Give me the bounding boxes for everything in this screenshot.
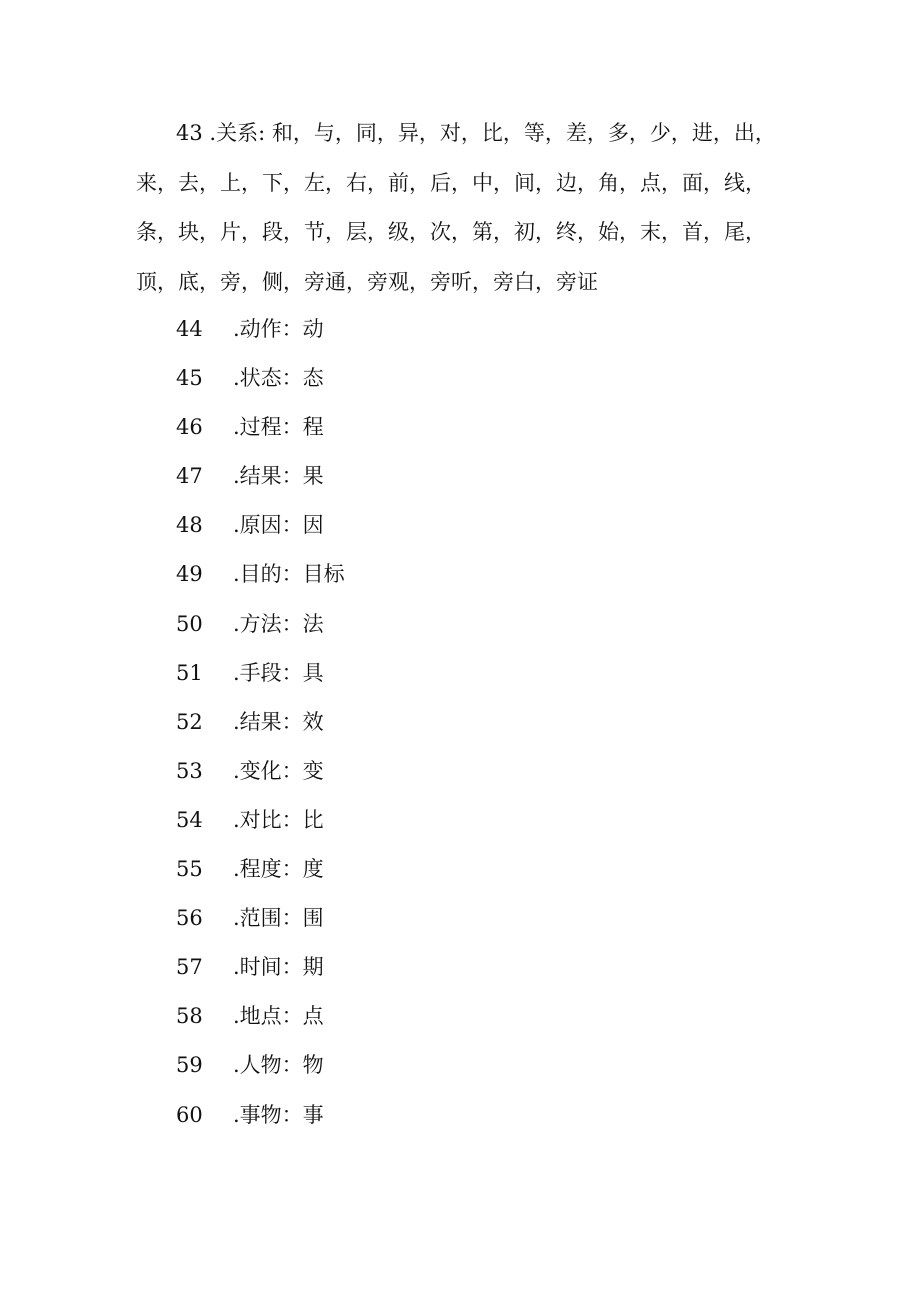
item-number: 59	[176, 1053, 203, 1078]
item-number: 54	[176, 807, 203, 832]
item-number: 47	[176, 464, 203, 489]
list-item	[176, 550, 776, 599]
item-text: .地点：点	[233, 1004, 324, 1029]
paragraph-item-43	[136, 109, 816, 307]
list-item	[176, 1041, 776, 1090]
item-number: 52	[176, 709, 203, 734]
item-number: 57	[176, 955, 203, 980]
paragraph-line: 来，去，上，下，左，右，前，后，中，间，边，角，点，面，线，	[136, 170, 766, 195]
item-number: 51	[176, 660, 203, 685]
item-number: 56	[176, 906, 203, 931]
numbered-list	[176, 305, 776, 1140]
list-item	[176, 452, 776, 501]
item-text: .手段：具	[233, 660, 324, 685]
item-number: 50	[176, 611, 203, 636]
item-text: .方法：法	[233, 611, 324, 636]
item-text: .目的：目标	[233, 562, 345, 587]
item-number: 58	[176, 1004, 203, 1029]
item-number: 45	[176, 366, 203, 391]
item-text: .范围：围	[233, 906, 324, 931]
list-item	[176, 354, 776, 403]
item-text: .结果：果	[233, 464, 324, 489]
list-item	[176, 992, 776, 1041]
paragraph-line: 43 .关系: 和，与，同，异，对，比，等，差，多，少，进，出，	[176, 121, 776, 145]
item-text: .事物：事	[233, 1102, 324, 1127]
list-item	[176, 305, 776, 354]
paragraph-line: 顶，底，旁，侧，旁通，旁观，旁听，旁白，旁证	[136, 269, 598, 294]
item-text: .时间：期	[233, 955, 324, 980]
item-text: .变化：变	[233, 758, 324, 783]
item-text: .结果：效	[233, 709, 324, 734]
list-item	[176, 403, 776, 452]
paragraph-line: 条，块，片，段，节，层，级，次，第，初，终，始，末，首，尾，	[136, 220, 766, 244]
item-number: 48	[176, 513, 203, 538]
list-item	[176, 600, 776, 649]
list-item	[176, 894, 776, 943]
item-text: .动作：动	[233, 317, 324, 341]
list-item	[176, 649, 776, 698]
list-item	[176, 747, 776, 796]
list-item	[176, 943, 776, 992]
list-item	[176, 845, 776, 894]
item-number: 46	[176, 415, 203, 440]
item-text: .过程：程	[233, 415, 324, 440]
item-number: 49	[176, 562, 203, 587]
item-number: 55	[176, 857, 203, 882]
item-number: 44	[176, 317, 203, 341]
list-item	[176, 1091, 776, 1140]
item-text: .程度：度	[233, 857, 324, 882]
item-text: .对比：比	[233, 807, 324, 832]
list-item	[176, 698, 776, 747]
item-number: 60	[176, 1102, 203, 1127]
item-text: .人物：物	[233, 1053, 324, 1078]
list-item	[176, 796, 776, 845]
item-text: .状态：态	[233, 366, 324, 391]
item-text: .原因：因	[233, 513, 324, 538]
list-item	[176, 501, 776, 550]
item-number: 53	[176, 758, 203, 783]
